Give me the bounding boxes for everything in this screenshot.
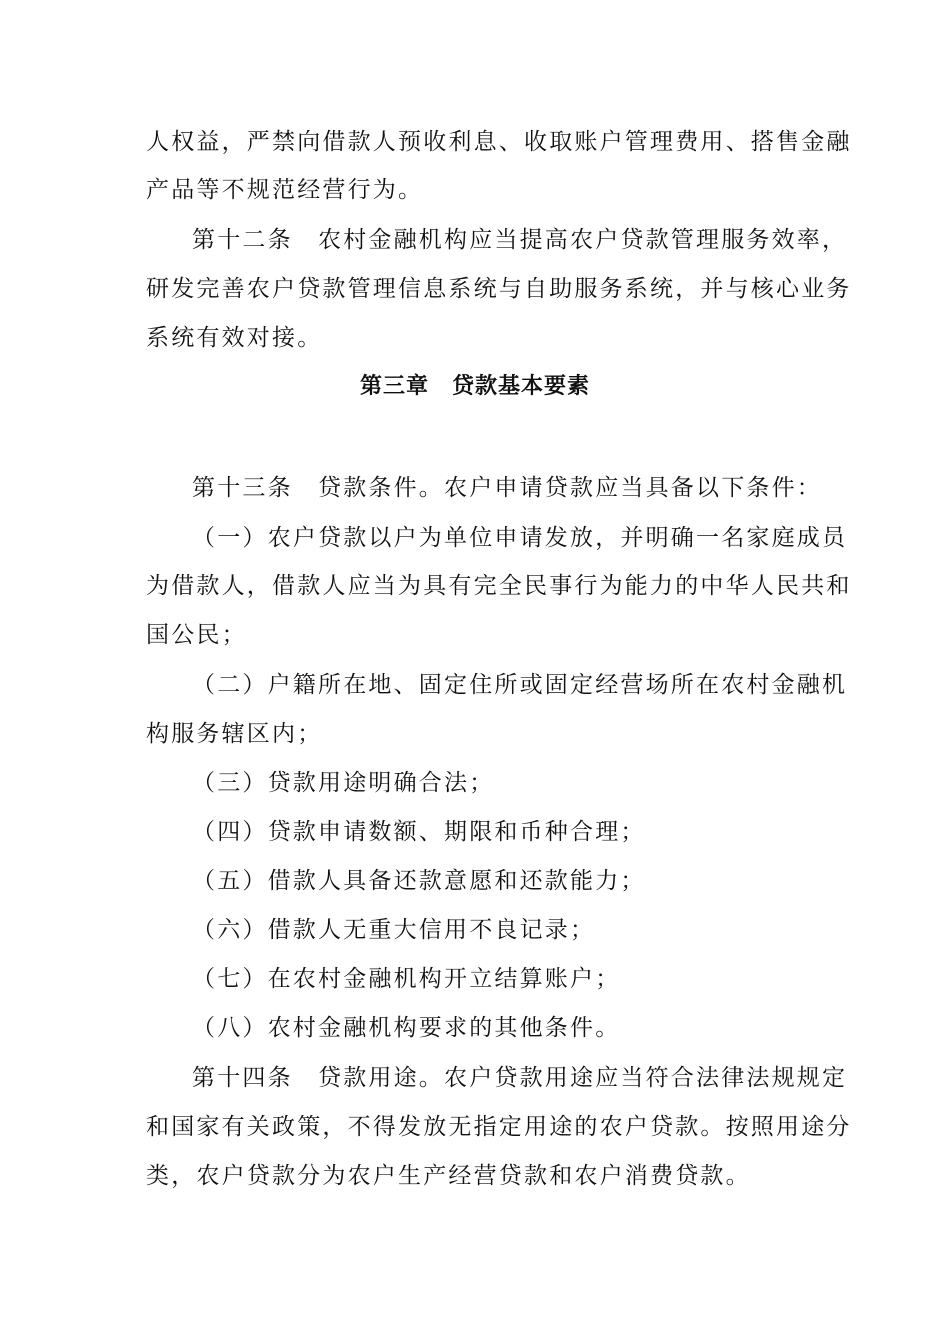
list-item-line: （六）借款人无重大信用不良记录； <box>192 917 596 943</box>
article-12-line: 第十二条 农村金融机构应当提高农户贷款管理服务效率， <box>192 227 848 253</box>
paragraph-line: 人权益，严禁向借款人预收利息、收取账户管理费用、搭售金融 <box>146 129 852 155</box>
paragraph-line: 产品等不规范经营行为。 <box>146 177 424 203</box>
paragraph-line: 系统有效对接。 <box>146 325 323 351</box>
paragraph-line: 构服务辖区内； <box>146 721 323 747</box>
list-item-line: （三）贷款用途明确合法； <box>192 770 495 796</box>
article-14-line: 第十四条 贷款用途。农户贷款用途应当符合法律法规规定 <box>192 1065 848 1091</box>
list-item-line: （一）农户贷款以户为单位申请发放，并明确一名家庭成员 <box>192 525 848 551</box>
article-13-line: 第十三条 贷款条件。农户申请贷款应当具备以下条件： <box>192 475 822 501</box>
list-item-line: （八）农村金融机构要求的其他条件。 <box>192 1015 621 1041</box>
paragraph-line: 国公民； <box>146 622 247 648</box>
chapter-heading: 第三章 贷款基本要素 <box>359 374 590 399</box>
list-item-line: （四）贷款申请数额、期限和币种合理； <box>192 819 646 845</box>
paragraph-line: 类，农户贷款分为农户生产经营贷款和农户消费贷款。 <box>146 1163 751 1189</box>
list-item-line: （五）借款人具备还款意愿和还款能力； <box>192 868 646 894</box>
list-item-line: （二）户籍所在地、固定住所或固定经营场所在农村金融机 <box>192 672 848 698</box>
paragraph-line: 和国家有关政策，不得发放无指定用途的农户贷款。按照用途分 <box>146 1114 852 1140</box>
list-item-line: （七）在农村金融机构开立结算账户； <box>192 966 621 992</box>
paragraph-line: 研发完善农户贷款管理信息系统与自助服务系统，并与核心业务 <box>146 276 852 302</box>
paragraph-line: 为借款人，借款人应当为具有完全民事行为能力的中华人民共和 <box>146 573 852 599</box>
